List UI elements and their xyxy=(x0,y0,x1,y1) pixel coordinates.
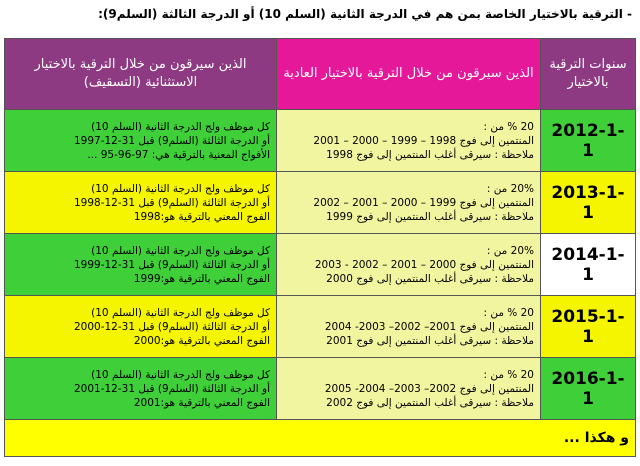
exceptional-line: الأفواج المعنية بالترقية هي: 97-96-95 ... xyxy=(87,148,270,161)
normal-line: المنتمين إلى فوج 1999 – 2000 – 2001 – 2002 xyxy=(313,196,534,209)
exceptional-line: كل موظف ولج الدرجة الثانية (السلم 10) xyxy=(91,306,270,319)
exceptional-line: أو الدرجة الثالثة (السلم9) قبل 31-12-1998 xyxy=(73,196,270,209)
year-cell: 2014-1-1 xyxy=(541,234,636,296)
exceptional-line: كل موظف ولج الدرجة الثانية (السلم 10) xyxy=(91,368,270,381)
year-cell: 2015-1-1 xyxy=(541,296,636,358)
header-year: سنوات الترقية بالاختيار xyxy=(541,39,636,110)
exceptional-cell xyxy=(5,110,277,172)
normal-line: المنتمين إلى فوج 2000 – 2001 – 2002 - 2003 xyxy=(314,258,534,271)
exceptional-line: كل موظف ولج الدرجة الثانية (السلم 10) xyxy=(91,182,270,195)
year-cell: 2016-1-1 xyxy=(541,358,636,420)
normal-cell xyxy=(277,234,541,296)
normal-cell xyxy=(277,172,541,234)
normal-line: 20% من : xyxy=(486,244,534,257)
year-cell: 2012-1-1 xyxy=(541,110,636,172)
normal-cell xyxy=(277,296,541,358)
header-normal: الذين سيرقون من خلال الترقية بالاختيار العادية xyxy=(277,39,541,110)
normal-line: 20 % من : xyxy=(483,120,534,133)
table-row xyxy=(5,358,636,420)
normal-line: ملاحظة : سيرقى أغلب المنتمين إلى فوج 2002 xyxy=(326,396,534,409)
table-row xyxy=(5,296,636,358)
normal-line: ملاحظة : سيرقى أغلب المنتمين إلى فوج 2001 xyxy=(326,334,534,347)
normal-line: ملاحظة : سيرقى أغلب المنتمين إلى فوج 1999 xyxy=(326,210,534,223)
table-row xyxy=(5,172,636,234)
exceptional-line: الفوج المعني بالترقية هو:1998 xyxy=(133,210,270,223)
exceptional-line: أو الدرجة الثالثة (السلم9) قبل 31-12-1999 xyxy=(73,258,270,271)
table-row xyxy=(5,234,636,296)
normal-line: 20% من : xyxy=(486,182,534,195)
normal-cell xyxy=(277,110,541,172)
normal-line: المنتمين إلى فوج 2001– 2002– 2003- 2004 xyxy=(324,320,534,333)
exceptional-cell xyxy=(5,172,277,234)
table-header-row xyxy=(5,39,636,110)
exceptional-line: أو الدرجة الثالثة (السلم9) قبل 31-12-2001 xyxy=(73,382,270,395)
page-title: - الترقية بالاختيار الخاصة بمن هم في الدرجة الثانية (السلم 10) أو الدرجة الثالثة (السلم9): xyxy=(98,7,632,21)
normal-cell xyxy=(277,358,541,420)
header-exceptional: الذين سيرقون من خلال الترقية بالاختيار الاستثنائية (التسقيف) xyxy=(5,39,277,110)
exceptional-line: كل موظف ولج الدرجة الثانية (السلم 10) xyxy=(91,120,270,133)
footer-text: و هكذا ... xyxy=(5,420,636,457)
exceptional-line: أو الدرجة الثالثة (السلم9) قبل 31-12-2000 xyxy=(73,320,270,333)
table-row xyxy=(5,110,636,172)
exceptional-cell xyxy=(5,234,277,296)
normal-line: 20 % من : xyxy=(483,306,534,319)
year-cell: 2013-1-1 xyxy=(541,172,636,234)
exceptional-line: أو الدرجة الثالثة (السلم9) قبل 31-12-1997 xyxy=(73,134,270,147)
exceptional-line: الفوج المعني بالترقية هو:2000 xyxy=(133,334,270,347)
exceptional-line: الفوج المعني بالترقية هو:2001 xyxy=(133,396,270,409)
normal-line: 20 % من : xyxy=(483,368,534,381)
normal-line: المنتمين إلى فوج 2002– 2003– 2004- 2005 xyxy=(324,382,534,395)
normal-line: ملاحظة : سيرقى أغلب المنتمين إلى فوج 2000 xyxy=(326,272,534,285)
normal-line: المنتمين إلى فوج 1998 – 1999 – 2000 – 2001 xyxy=(313,134,534,147)
promotion-table xyxy=(4,38,636,457)
exceptional-line: الفوج المعني بالترقية هو:1999 xyxy=(133,272,270,285)
exceptional-line: كل موظف ولج الدرجة الثانية (السلم 10) xyxy=(91,244,270,257)
normal-line: ملاحظة : سيرقى أغلب المنتمين إلى فوج 1998 xyxy=(326,148,534,161)
exceptional-cell xyxy=(5,296,277,358)
table-footer-row xyxy=(5,420,636,457)
exceptional-cell xyxy=(5,358,277,420)
